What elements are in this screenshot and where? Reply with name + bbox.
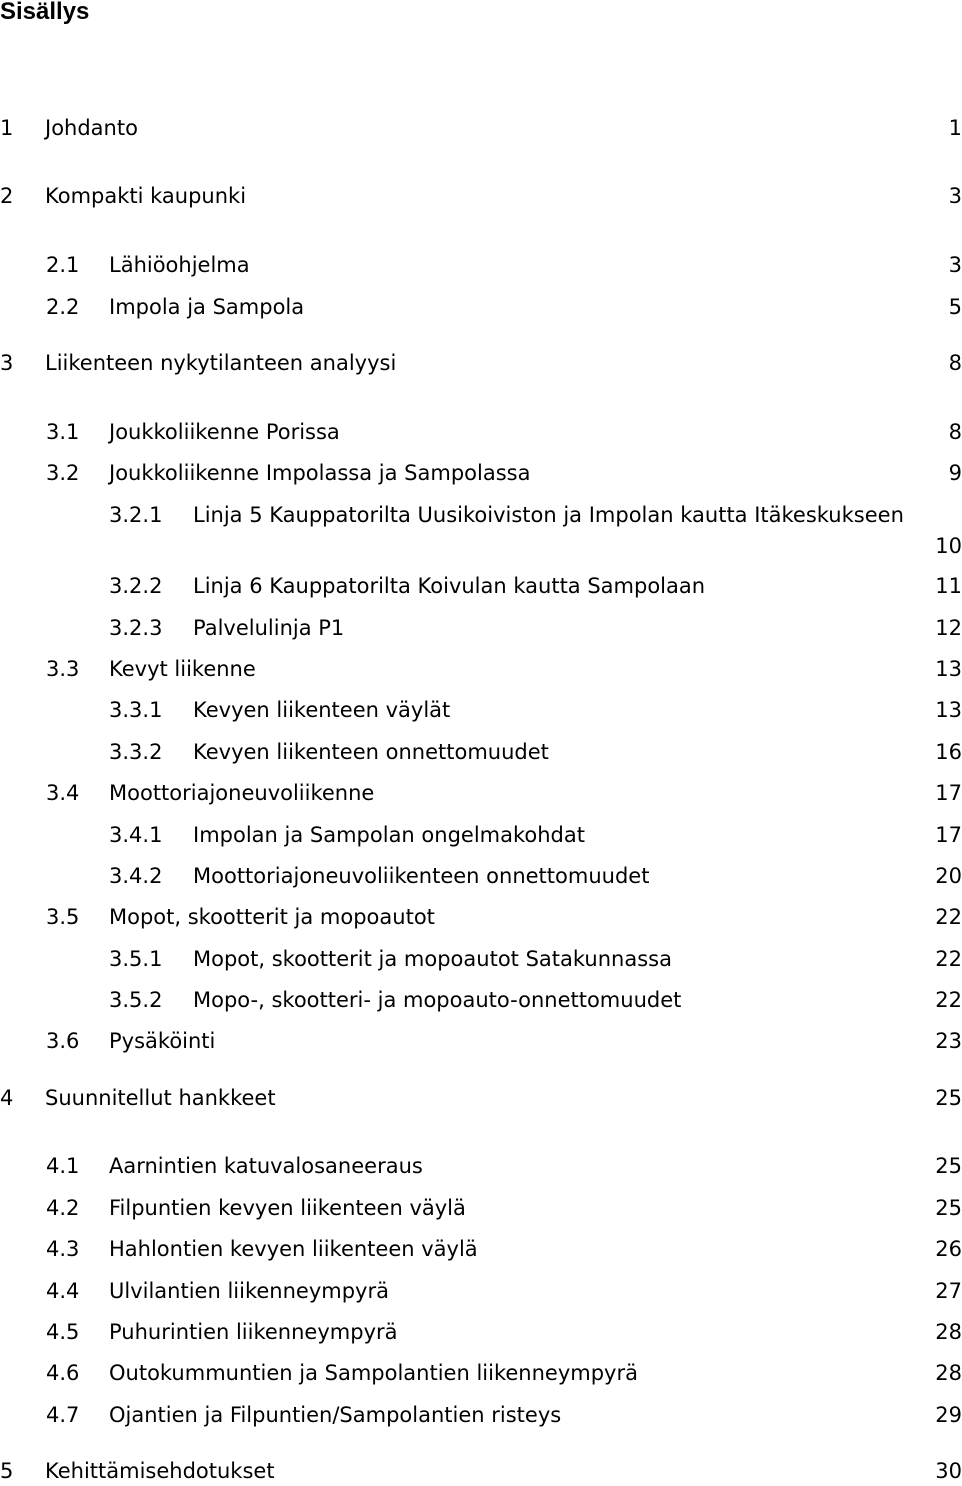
toc-entry-page: 30 <box>935 1459 962 1483</box>
toc-entry-number: 3 <box>0 351 14 375</box>
toc-entry-number: 4.1 <box>46 1154 80 1178</box>
toc-entry-number: 3.3.1 <box>109 698 163 722</box>
toc-entry-number: 3.5 <box>46 905 80 929</box>
toc-entry[interactable] <box>0 113 960 143</box>
toc-entry-number: 3.2.2 <box>109 574 163 598</box>
toc-entry-page: 1 <box>948 116 962 140</box>
toc-entry-number: 3.2.3 <box>109 616 163 640</box>
toc-entry-title: Joukkoliikenne Porissa <box>109 420 340 444</box>
toc-entry[interactable] <box>0 1276 960 1306</box>
toc-entry-page: 27 <box>935 1279 962 1303</box>
toc-entry-title: Lähiöohjelma <box>109 253 250 277</box>
toc-entry-title: Linja 6 Kauppatorilta Koivulan kautta Sampolaan <box>193 574 706 598</box>
toc-entry[interactable] <box>0 1317 960 1347</box>
toc-entry-number: 2.2 <box>46 295 80 319</box>
toc-entry-title: Ulvilantien liikenneympyrä <box>109 1279 389 1303</box>
toc-entry-number: 3.3.2 <box>109 740 163 764</box>
toc-entry-number: 3.5.2 <box>109 988 163 1012</box>
toc-entry-number: 5 <box>0 1459 14 1483</box>
toc-entry[interactable] <box>0 500 960 530</box>
toc-entry-title: Suunnitellut hankkeet <box>45 1086 276 1110</box>
toc-entry-page: 25 <box>935 1196 962 1220</box>
toc-entry-title: Mopot, skootterit ja mopoautot Satakunnassa <box>193 947 672 971</box>
toc-entry[interactable] <box>0 1083 960 1113</box>
toc-entry[interactable] <box>0 250 960 280</box>
toc-entry-page: 11 <box>935 574 962 598</box>
toc-entry[interactable] <box>0 654 960 684</box>
toc-entry[interactable] <box>0 778 960 808</box>
toc-entry[interactable] <box>0 181 960 211</box>
toc-entry[interactable] <box>0 1456 960 1486</box>
toc-entry-number: 3.6 <box>46 1029 80 1053</box>
toc-entry-page: 16 <box>935 740 962 764</box>
toc-entry[interactable] <box>0 613 960 643</box>
toc-entry[interactable] <box>0 985 960 1015</box>
page-title: Sisällys <box>0 0 90 25</box>
toc-entry-page: 17 <box>935 823 962 847</box>
toc-entry-number: 4.2 <box>46 1196 80 1220</box>
toc-entry-number: 3.1 <box>46 420 80 444</box>
toc-entry-title: Aarnintien katuvalosaneeraus <box>109 1154 423 1178</box>
toc-entry[interactable] <box>0 1400 960 1430</box>
toc-entry-number: 3.4.2 <box>109 864 163 888</box>
toc-entry-title: Ojantien ja Filpuntien/Sampolantien risteys <box>109 1403 562 1427</box>
toc-entry-number: 4 <box>0 1086 14 1110</box>
toc-entry-page: 25 <box>935 1154 962 1178</box>
toc-entry-page: 17 <box>935 781 962 805</box>
toc-entry-page: 20 <box>935 864 962 888</box>
toc-entry-title: Pysäköinti <box>109 1029 216 1053</box>
toc-entry[interactable] <box>0 458 960 488</box>
toc-entry-page: 23 <box>935 1029 962 1053</box>
toc-entry[interactable] <box>0 902 960 932</box>
toc-entry-title: Liikenteen nykytilanteen analyysi <box>45 351 397 375</box>
toc-entry-page: 13 <box>935 657 962 681</box>
toc-entry-number: 1 <box>0 116 14 140</box>
toc-entry-number: 4.6 <box>46 1361 80 1385</box>
toc-entry[interactable] <box>0 1151 960 1181</box>
toc-entry-title: Kevyt liikenne <box>109 657 256 681</box>
toc-entry-title: Moottoriajoneuvoliikenteen onnettomuudet <box>193 864 650 888</box>
toc-entry-title: Impola ja Sampola <box>109 295 305 319</box>
toc-entry-title: Puhurintien liikenneympyrä <box>109 1320 398 1344</box>
toc-entry-page: 28 <box>935 1361 962 1385</box>
toc-entry[interactable] <box>0 737 960 767</box>
toc-entry-page: 12 <box>935 616 962 640</box>
toc-entry-page: 26 <box>935 1237 962 1261</box>
toc-entry-number: 3.3 <box>46 657 80 681</box>
toc-entry-title: Palvelulinja P1 <box>193 616 345 640</box>
toc-entry[interactable] <box>0 292 960 322</box>
toc-entry-title: Kompakti kaupunki <box>45 184 247 208</box>
toc-entry-number: 4.7 <box>46 1403 80 1427</box>
toc-entry-title: Outokummuntien ja Sampolantien liikenneympyrä <box>109 1361 638 1385</box>
toc-entry[interactable] <box>0 571 960 601</box>
toc-entry-page: 3 <box>948 184 962 208</box>
toc-entry-page: 8 <box>948 351 962 375</box>
toc-entry[interactable] <box>0 1026 960 1056</box>
toc-entry-title: Mopot, skootterit ja mopoautot <box>109 905 435 929</box>
toc-entry[interactable] <box>0 417 960 447</box>
toc-entry-title: Kehittämisehdotukset <box>45 1459 275 1483</box>
toc-entry[interactable] <box>0 861 960 891</box>
toc-entry-title: Kevyen liikenteen väylät <box>193 698 451 722</box>
toc-entry-number: 3.4 <box>46 781 80 805</box>
toc-entry-number: 3.5.1 <box>109 947 163 971</box>
toc-entry-title: Filpuntien kevyen liikenteen väylä <box>109 1196 466 1220</box>
toc-entry-title: Impolan ja Sampolan ongelmakohdat <box>193 823 585 847</box>
toc-entry-number: 4.4 <box>46 1279 80 1303</box>
toc-entry-number: 4.5 <box>46 1320 80 1344</box>
toc-entry-page: 3 <box>948 253 962 277</box>
toc-entry-number: 3.2 <box>46 461 80 485</box>
toc-entry[interactable] <box>0 1234 960 1264</box>
toc-entry-page: 5 <box>948 295 962 319</box>
toc-entry-number: 2.1 <box>46 253 80 277</box>
toc-entry-page: 29 <box>935 1403 962 1427</box>
toc-entry-title: Linja 5 Kauppatorilta Uusikoiviston ja Impolan kautta Itäkeskukseen <box>193 503 904 527</box>
toc-entry-page: 22 <box>935 905 962 929</box>
toc-entry-page: 22 <box>935 947 962 971</box>
toc-entry[interactable] <box>0 820 960 850</box>
toc-entry-page: 22 <box>935 988 962 1012</box>
toc-entry-page: 9 <box>948 461 962 485</box>
toc-entry[interactable] <box>0 944 960 974</box>
toc-entry[interactable] <box>0 348 960 378</box>
toc-entry-number: 3.4.1 <box>109 823 163 847</box>
toc-entry-number: 4.3 <box>46 1237 80 1261</box>
toc-entry-title: Mopo-, skootteri- ja mopoauto-onnettomuudet <box>193 988 682 1012</box>
toc-entry[interactable] <box>0 1358 960 1388</box>
toc-entry-page: 13 <box>935 698 962 722</box>
toc-entry-title: Moottoriajoneuvoliikenne <box>109 781 375 805</box>
toc-entry-number: 3.2.1 <box>109 503 163 527</box>
toc-entry-title: Hahlontien kevyen liikenteen väylä <box>109 1237 478 1261</box>
toc-entry-title: Joukkoliikenne Impolassa ja Sampolassa <box>109 461 531 485</box>
toc-entry-title: Kevyen liikenteen onnettomuudet <box>193 740 549 764</box>
toc-entry[interactable] <box>0 695 960 725</box>
toc-entry-number: 2 <box>0 184 14 208</box>
toc-entry-title: Johdanto <box>45 116 138 140</box>
toc-entry[interactable] <box>0 1193 960 1223</box>
toc-entry-page: 10 <box>935 534 962 558</box>
toc-entry-page: 8 <box>948 420 962 444</box>
toc-entry-page: 25 <box>935 1086 962 1110</box>
toc-entry-page: 28 <box>935 1320 962 1344</box>
